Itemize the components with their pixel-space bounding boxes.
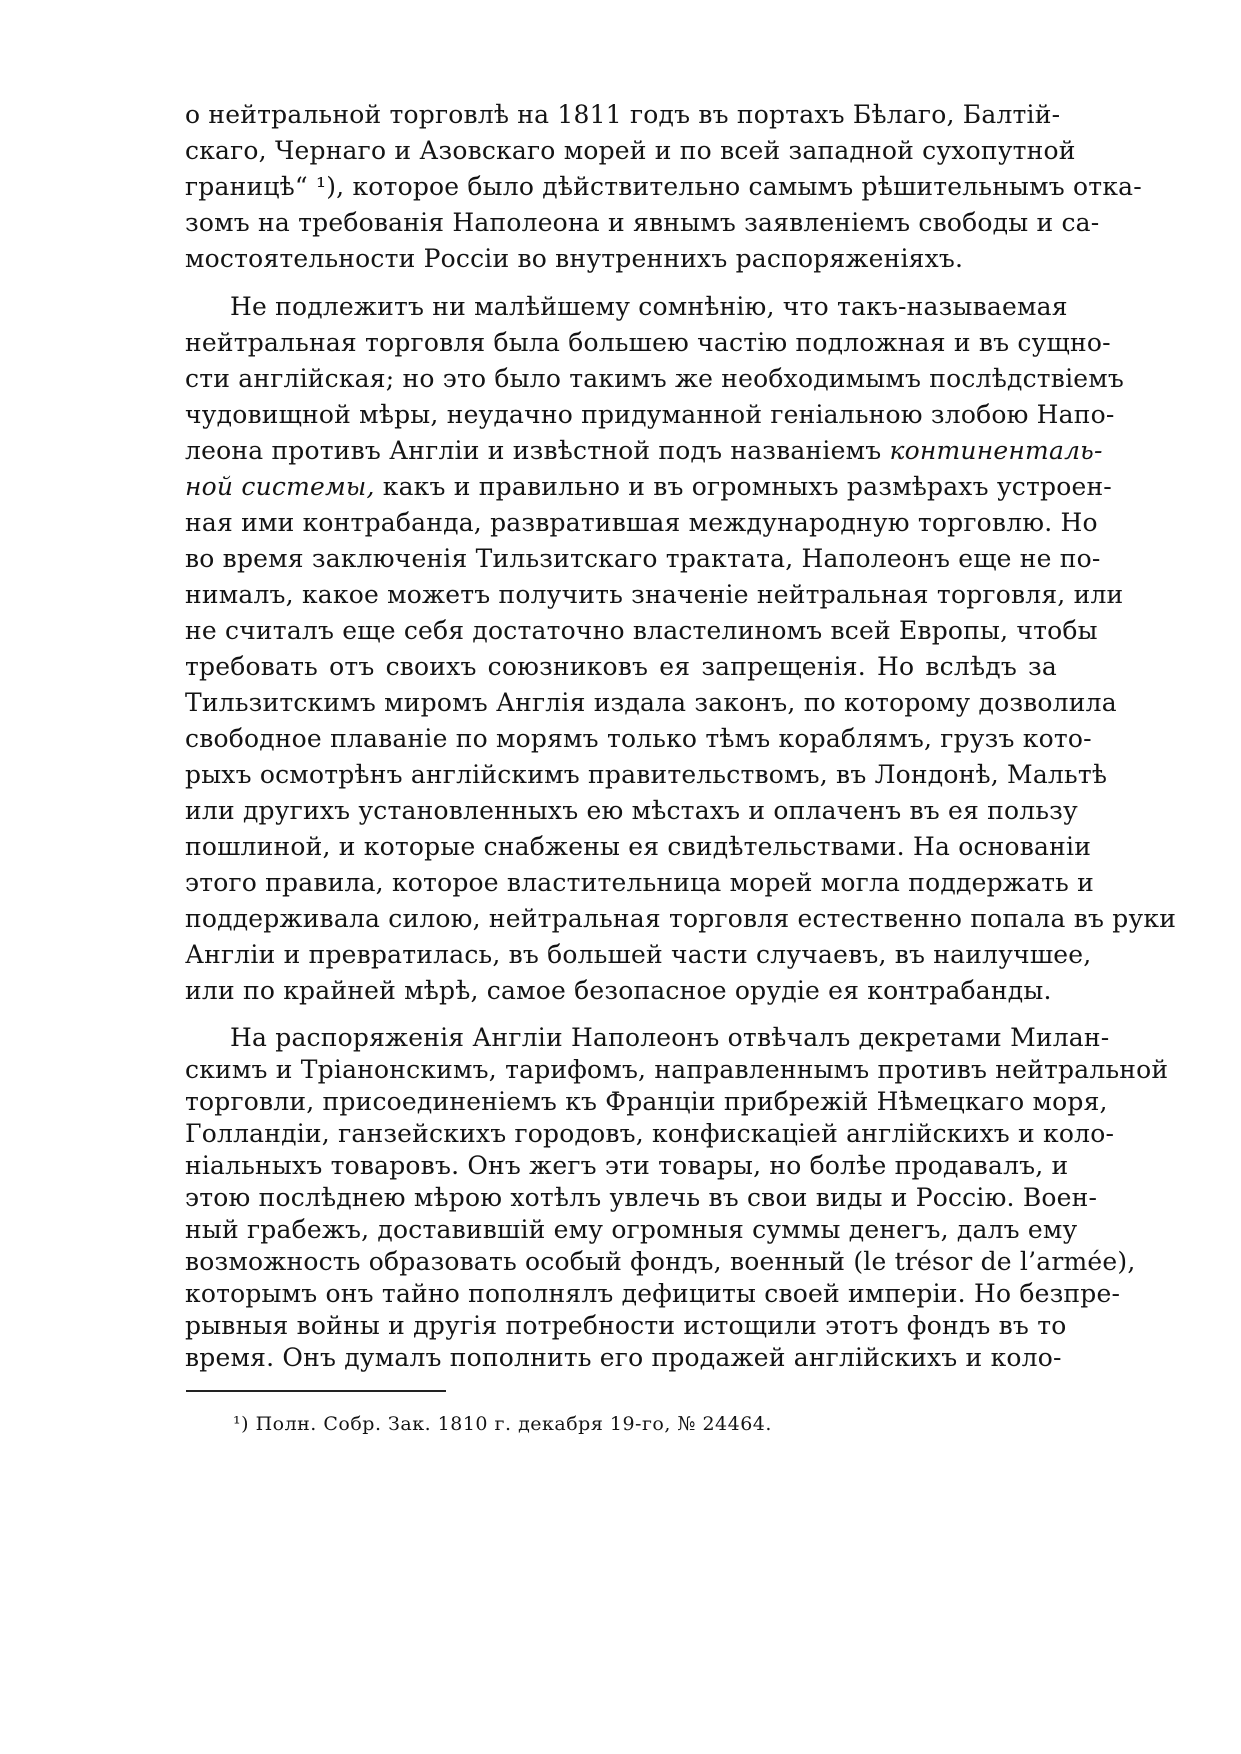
text-line: пошлиной, и которые снабжены ея свидѣтельствами. На основаніи: [185, 832, 1092, 861]
text-line: На распоряженія Англіи Наполеонъ отвѣчалъ декретами Милан-: [230, 1023, 1110, 1052]
text-line: время. Онъ думалъ пополнить его продажей англійскихъ и коло-: [185, 1343, 1062, 1372]
text-line: скаго, Чернаго и Азовскаго морей и по всей западной сухопутной: [185, 136, 1076, 165]
text-line: этою послѣднею мѣрою хотѣлъ увлечь въ свои виды и Россію. Воен-: [185, 1183, 1098, 1212]
text-line: границѣ“ ¹), которое было дѣйствительно самымъ рѣшительнымъ отка-: [185, 172, 1142, 201]
text-line: поддерживала силою, нейтральная торговля естественно попала въ руки: [185, 904, 1177, 933]
text-line: скимъ и Тріанонскимъ, тарифомъ, направленнымъ противъ нейтральной: [185, 1055, 1169, 1084]
text-line: сти англійская; но это было такимъ же необходимымъ послѣдствіемъ: [185, 364, 1125, 393]
text-line: которымъ онъ тайно пополнялъ дефициты своей имперіи. Но безпре-: [185, 1279, 1121, 1308]
footnote: ¹) Полн. Собр. Зак. 1810 г. декабря 19-го, № 24464.: [233, 1413, 772, 1435]
text-segment: леона противъ Англіи и извѣстной подъ названіемъ: [185, 436, 890, 465]
text-line: или по крайней мѣрѣ, самое безопасное орудіе ея контрабанды.: [185, 976, 1052, 1005]
text-line: рыхъ осмотрѣнъ англійскимъ правительствомъ, въ Лондонѣ, Мальтѣ: [185, 760, 1108, 789]
text-line: свободное плаваніе по морямъ только тѣмъ кораблямъ, грузъ кото-: [185, 724, 1092, 753]
footnote-divider: [186, 1390, 446, 1392]
text-line: возможность образовать особый фондъ, военный (le trésor de l’armée),: [185, 1247, 1136, 1276]
text-line: торговли, присоединеніемъ къ Франціи прибрежій Нѣмецкаго моря,: [185, 1087, 1108, 1116]
text-line: требовать отъ своихъ союзниковъ ея запрещенія. Но вслѣдъ за: [185, 652, 1057, 681]
text-line: о нейтральной торговлѣ на 1811 годъ въ портахъ Бѣлаго, Балтій-: [185, 100, 1061, 129]
text-line: чудовищной мѣры, неудачно придуманной геніальною злобою Напо-: [185, 400, 1115, 429]
text-line: [185, 433, 1103, 469]
text-segment: какъ и правильно и въ огромныхъ размѣрахъ устроен-: [374, 472, 1112, 501]
text-line: ніальныхъ товаровъ. Онъ жегъ эти товары, но болѣе продавалъ, и: [185, 1151, 1069, 1180]
italic-term: континенталь-: [889, 436, 1103, 465]
text-line: Голландіи, ганзейскихъ городовъ, конфискаціей англійскихъ и коло-: [185, 1119, 1115, 1148]
text-line: ная ими контрабанда, развратившая международную торговлю. Но: [185, 508, 1098, 537]
text-line: Англіи и превратилась, въ большей части случаевъ, въ наилучшее,: [185, 940, 1092, 969]
text-line: Тильзитскимъ миромъ Англія издала законъ, по которому дозволила: [185, 688, 1117, 717]
text-line: мостоятельности Россіи во внутреннихъ распоряженіяхъ.: [185, 244, 964, 273]
text-line: Не подлежитъ ни малѣйшему сомнѣнію, что такъ-называемая: [230, 292, 1068, 321]
text-line: рывныя войны и другія потребности истощили этотъ фондъ въ то: [185, 1311, 1067, 1340]
text-line: нейтральная торговля была большею частію подложная и въ сущно-: [185, 328, 1111, 357]
text-line: зомъ на требованія Наполеона и явнымъ заявленіемъ свободы и са-: [185, 208, 1100, 237]
text-line: [185, 469, 1112, 505]
text-line: во время заключенія Тильзитскаго трактата, Наполеонъ еще не по-: [185, 544, 1101, 573]
text-line: не считалъ еще себя достаточно властелиномъ всей Европы, чтобы: [185, 616, 1098, 645]
text-line: ный грабежъ, доставившій ему огромныя суммы денегъ, далъ ему: [185, 1215, 1078, 1244]
text-line: нималъ, какое можетъ получить значеніе нейтральная торговля, или: [185, 580, 1124, 609]
italic-term: ной системы,: [185, 472, 375, 501]
text-line: этого правила, которое властительница морей могла поддержать и: [185, 868, 1094, 897]
text-line: или другихъ установленныхъ ею мѣстахъ и оплаченъ въ ея пользу: [185, 796, 1078, 825]
